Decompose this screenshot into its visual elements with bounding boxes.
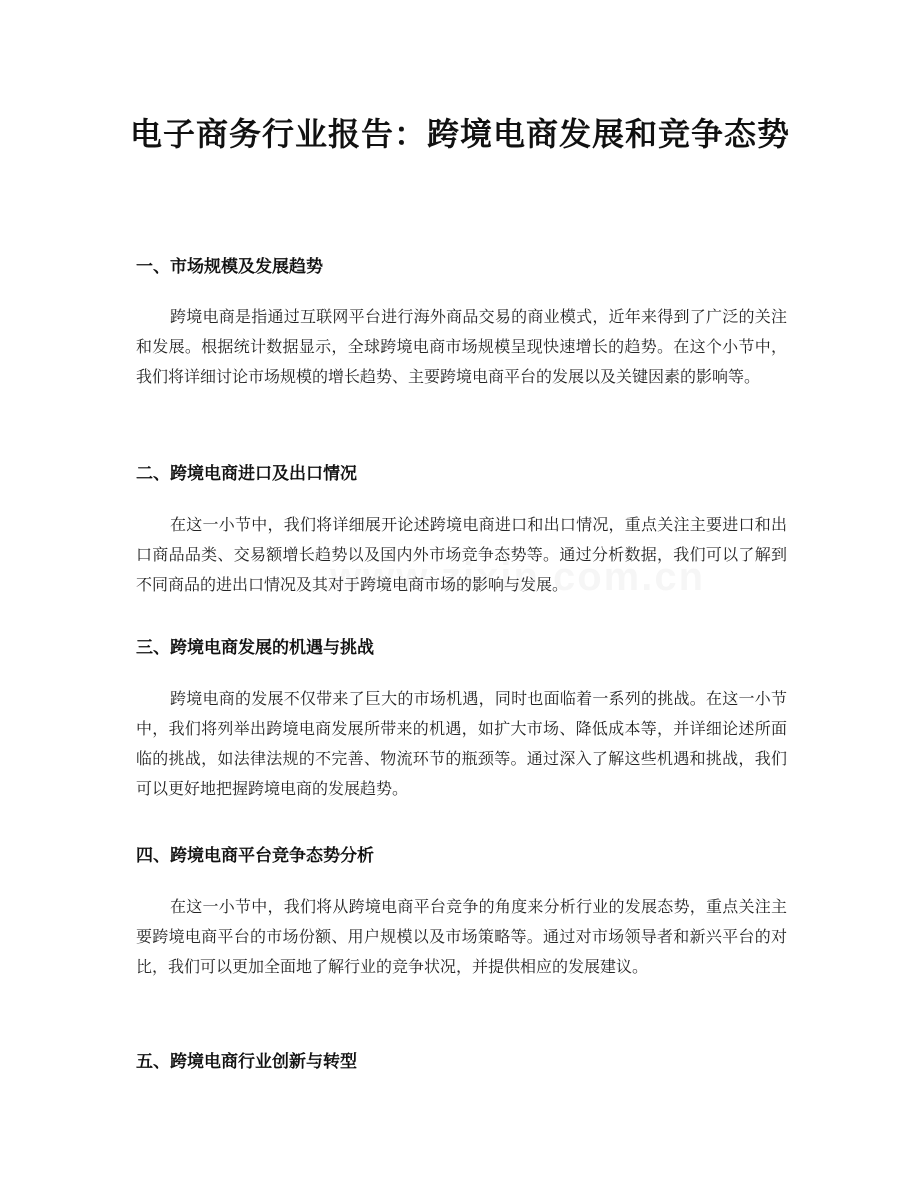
section-paragraph-4: 在这一小节中，我们将从跨境电商平台竞争的角度来分析行业的发展态势，重点关注主要跨境电商平台的市场份额、用户规模以及市场策略等。通过对市场领导者和新兴平台的对比，我们可以更加全面地了解行业的竞争状况，并提供相应的发展建议。 <box>136 897 787 976</box>
section-heading-4: 四、跨境电商平台竞争态势分析 <box>136 846 374 866</box>
section-paragraph-3: 跨境电商的发展不仅带来了巨大的市场机遇，同时也面临着一系列的挑战。在这一小节中，我们将列举出跨境电商发展所带来的机遇，如扩大市场、降低成本等，并详细论述所面临的挑战，如法律法规的不完善、物流环节的瓶颈等。通过深入了解这些机遇和挑战，我们可以更好地把握跨境电商的发展趋势。 <box>136 689 787 798</box>
section-heading-1: 一、市场规模及发展趋势 <box>136 257 323 277</box>
section-paragraph-2: 在这一小节中，我们将详细展开论述跨境电商进口和出口情况，重点关注主要进口和出口商品品类、交易额增长趋势以及国内外市场竞争态势等。通过分析数据，我们可以了解到不同商品的进出口情况及其对于跨境电商市场的影响与发展。 <box>136 515 787 594</box>
section-paragraph-1: 跨境电商是指通过互联网平台进行海外商品交易的商业模式，近年来得到了广泛的关注和发展。根据统计数据显示，全球跨境电商市场规模呈现快速增长的趋势。在这个小节中，我们将详细讨论市场规模的增长趋势、主要跨境电商平台的发展以及关键因素的影响等。 <box>136 307 787 386</box>
section-heading-2: 二、跨境电商进口及出口情况 <box>136 464 357 484</box>
section-heading-5: 五、跨境电商行业创新与转型 <box>136 1052 357 1072</box>
section-heading-3: 三、跨境电商发展的机遇与挑战 <box>136 638 374 658</box>
document-title: 电子商务行业报告：跨境电商发展和竞争态势 <box>129 115 790 153</box>
